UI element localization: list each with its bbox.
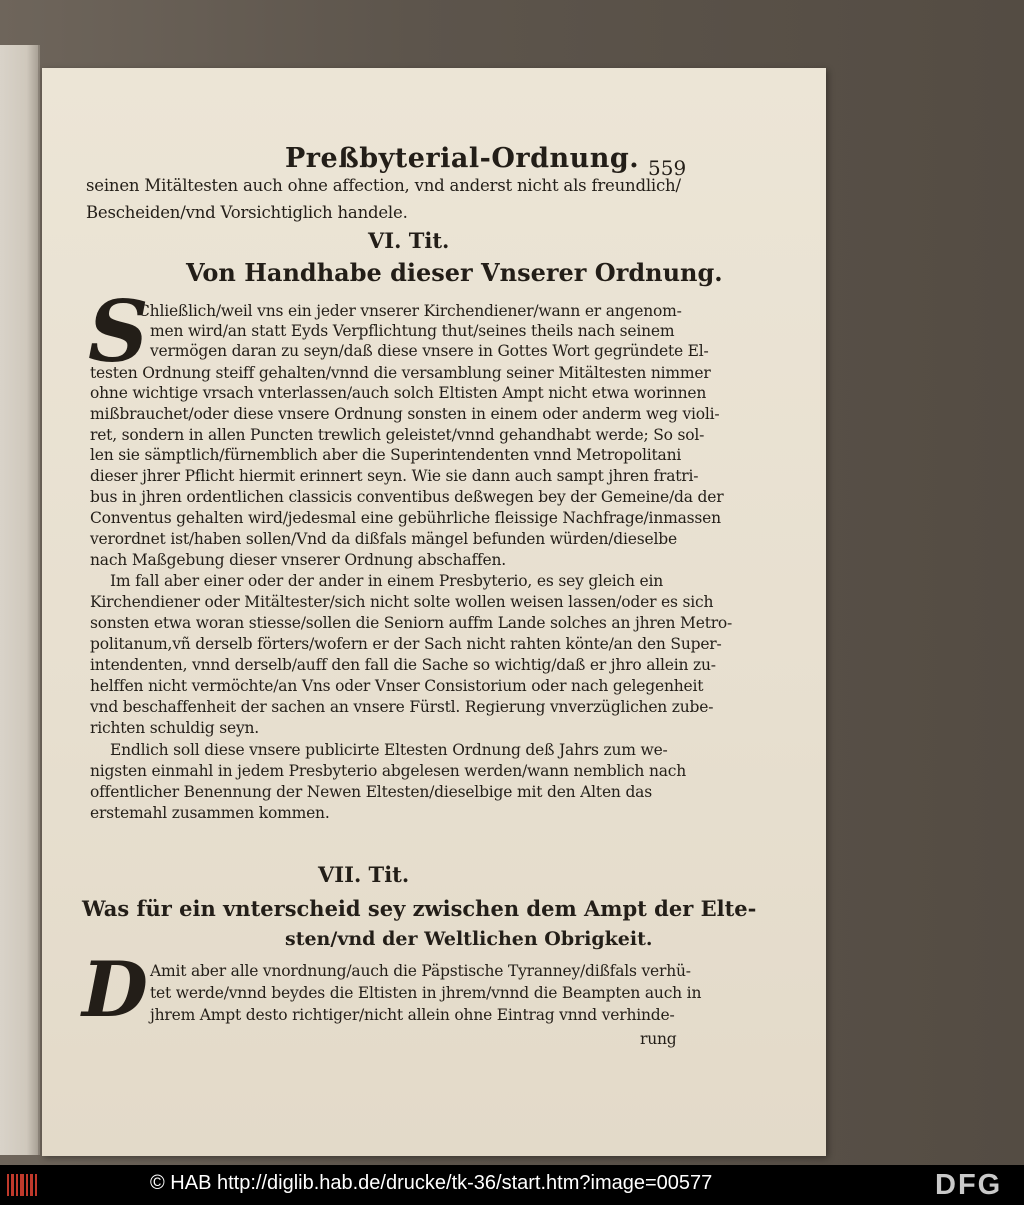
dropcap-initial: S: [88, 282, 149, 381]
page-number: 559: [648, 156, 687, 180]
body-line: intendenten, vnnd derselb/auff den fall die Sache so wichtig/daß er jhro allein zu-: [90, 656, 716, 674]
body-line: Amit aber alle vnordnung/auch die Päpstische Tyranney/dißfals verhü-: [150, 962, 691, 980]
body-line: helffen nicht vermöchte/an Vns oder Vnser Consistorium oder nach gelegenheit: [90, 677, 704, 695]
body-line: Chließlich/weil vns ein jeder vnserer Kirchendiener/wann er angenom-: [138, 302, 682, 320]
section-title: Was für ein vnterscheid sey zwischen dem Ampt der Elte-: [82, 896, 757, 921]
continuation-line: Bescheiden/vnd Vorsichtiglich handele.: [86, 203, 408, 222]
body-line: Endlich soll diese vnsere publicirte Eltesten Ordnung deß Jahrs zum we-: [110, 741, 668, 759]
continuation-line: seinen Mitältesten auch ohne affection, vnd anderst nicht als freundlich/: [86, 176, 681, 195]
section-title: Von Handhabe dieser Vnserer Ordnung.: [186, 258, 723, 287]
hab-barcode-icon: [6, 1172, 38, 1198]
section-title: sten/vnd der Weltlichen Obrigkeit.: [285, 928, 653, 950]
body-line: jhrem Ampt desto richtiger/nicht allein ohne Eintrag vnnd verhinde-: [150, 1006, 675, 1024]
body-line: nach Maßgebung dieser vnserer Ordnung abschaffen.: [90, 551, 507, 569]
body-line: mißbrauchet/oder diese vnsere Ordnung sonsten in einem oder anderm weg violi-: [90, 405, 720, 423]
copyright-url[interactable]: © HAB http://diglib.hab.de/drucke/tk-36/start.htm?image=00577: [150, 1172, 713, 1194]
body-line: offentlicher Benennung der Newen Eltesten/dieselbige mit den Alten das: [90, 783, 652, 801]
body-line: Im fall aber einer oder der ander in einem Presbyterio, es sey gleich ein: [110, 572, 664, 590]
section-number: VII. Tit.: [318, 862, 410, 887]
body-line: politanum,vñ derselb förters/wofern er der Sach nicht rahten könte/an den Super-: [90, 635, 722, 653]
body-line: Conventus gehalten wird/jedesmal eine gebührliche fleissige Nachfrage/inmassen: [90, 509, 721, 527]
body-line: men wird/an statt Eyds Verpflichtung thut/seines theils nach seinem: [150, 322, 675, 340]
body-line: vermögen daran zu seyn/daß diese vnsere in Gottes Wort gegründete El-: [150, 342, 709, 360]
dfg-logo: DFG: [935, 1169, 1003, 1201]
previous-page-edge: [0, 45, 40, 1155]
body-line: richten schuldig seyn.: [90, 719, 260, 737]
running-head: Preßbyterial-Ordnung.: [285, 143, 640, 174]
dropcap-initial: D: [82, 945, 148, 1034]
body-line: ret, sondern in allen Puncten trewlich geleistet/vnnd gehandhabt werde; So sol-: [90, 426, 705, 444]
body-line: nigsten einmahl in jedem Presbyterio abgelesen werden/wann nemblich nach: [90, 762, 687, 780]
body-line: Kirchendiener oder Mitältester/sich nicht solte wollen weisen lassen/oder es sich: [90, 593, 714, 611]
body-line: erstemahl zusammen kommen.: [90, 804, 330, 822]
body-line: sonsten etwa woran stiesse/sollen die Seniorn auffm Lande solches an jhren Metro-: [90, 614, 733, 632]
body-line: ohne wichtige vrsach vnterlassen/auch solch Eltisten Ampt nicht etwa worinnen: [90, 384, 707, 402]
body-line: len sie sämptlich/fürnemblich aber die Superintendenten vnnd Metropolitani: [90, 446, 682, 464]
footer-bar: [0, 1165, 1024, 1205]
body-line: dieser jhrer Pflicht hiermit erinnert seyn. Wie sie dann auch sampt jhren fratri-: [90, 467, 699, 485]
body-line: verordnet ist/haben sollen/Vnd da dißfals mängel befunden würden/dieselbe: [90, 530, 677, 548]
body-line: testen Ordnung steiff gehalten/vnnd die versamblung seiner Mitältesten nimmer: [90, 364, 711, 382]
body-line: rung: [640, 1030, 677, 1048]
body-line: vnd beschaffenheit der sachen an vnsere Fürstl. Regierung vnverzüglichen zube-: [90, 698, 714, 716]
section-number: VI. Tit.: [368, 228, 450, 253]
body-line: bus in jhren ordentlichen classicis conventibus deßwegen bey der Gemeine/da der: [90, 488, 724, 506]
body-line: tet werde/vnnd beydes die Eltisten in jhrem/vnnd die Beampten auch in: [150, 984, 702, 1002]
